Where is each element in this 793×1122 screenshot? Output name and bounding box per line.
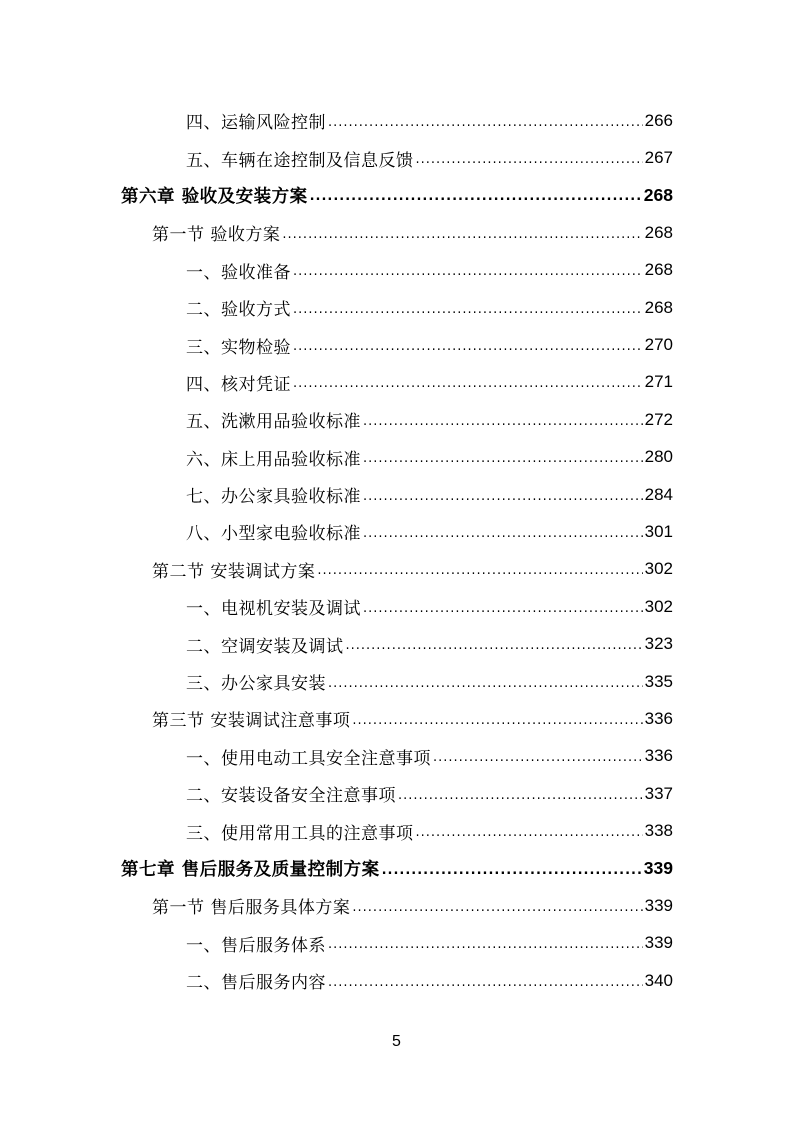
toc-entry-label: 一、验收准备 (186, 262, 291, 283)
toc-entry-page: 284 (644, 484, 673, 504)
toc-entry-page: 337 (644, 783, 673, 803)
toc-entry-page: 270 (644, 335, 673, 355)
toc-entry-label: 第三节 安装调试注意事项 (152, 711, 351, 732)
toc-entry-page: 339 (643, 858, 673, 878)
toc-entry-page: 339 (644, 895, 673, 915)
toc-entry-label: 一、售后服务体系 (186, 935, 326, 956)
toc-entry-label: 一、电视机安装及调试 (186, 599, 361, 620)
toc-entry-label: 六、床上用品验收标准 (186, 449, 361, 470)
toc-entry-label: 二、售后服务内容 (186, 973, 326, 994)
toc-entry-page: 268 (644, 222, 673, 242)
toc-dot-leader (293, 336, 643, 354)
toc-subsection-entry[interactable] (0, 588, 793, 625)
toc-entry-label: 一、使用电动工具安全注意事项 (186, 748, 431, 769)
toc-dot-leader (352, 897, 642, 915)
toc-subsection-entry[interactable] (0, 401, 793, 438)
toc-entry-page: 267 (644, 148, 673, 168)
toc-entry-page: 268 (644, 260, 673, 280)
toc-entry-label: 第六章 验收及安装方案 (121, 186, 308, 207)
page-number: 5 (392, 1033, 401, 1050)
toc-section-entry[interactable] (0, 700, 793, 737)
toc-subsection-entry[interactable] (0, 439, 793, 476)
toc-entry-page: 340 (644, 970, 673, 990)
toc-subsection-entry[interactable] (0, 513, 793, 550)
toc-subsection-entry[interactable] (0, 925, 793, 962)
toc-entry-page: 271 (644, 372, 673, 392)
toc-subsection-entry[interactable] (0, 326, 793, 363)
toc-dot-leader (363, 411, 643, 429)
toc-entry-label: 五、洗漱用品验收标准 (186, 412, 361, 433)
toc-dot-leader (293, 261, 643, 279)
toc-entry-label: 三、使用常用工具的注意事项 (186, 823, 414, 844)
toc-dot-leader (352, 710, 642, 728)
toc-entry-label: 五、车辆在途控制及信息反馈 (186, 150, 414, 171)
toc-entry-page: 272 (644, 409, 673, 429)
toc-subsection-entry[interactable] (0, 252, 793, 289)
toc-subsection-entry[interactable] (0, 289, 793, 326)
toc-entry-page: 268 (644, 297, 673, 317)
toc-subsection-entry[interactable] (0, 364, 793, 401)
toc-dot-leader (328, 972, 643, 990)
toc-entry-label: 三、办公家具安装 (186, 674, 326, 695)
toc-entry-label: 三、实物检验 (186, 337, 291, 358)
toc-dot-leader (346, 635, 643, 653)
toc-entry-label: 四、运输风险控制 (186, 113, 326, 134)
toc-dot-leader (433, 747, 643, 765)
toc-entry-page: 338 (644, 821, 673, 841)
toc-entry-page: 266 (644, 110, 673, 130)
toc-dot-leader (328, 673, 643, 691)
toc-dot-leader (293, 299, 643, 317)
toc-dot-leader (328, 934, 643, 952)
toc-entry-label: 第二节 安装调试方案 (152, 561, 316, 582)
toc-dot-leader (363, 448, 643, 466)
toc-subsection-entry[interactable] (0, 663, 793, 700)
toc-entry-page: 339 (644, 933, 673, 953)
toc-subsection-entry[interactable] (0, 139, 793, 176)
toc-entry-page: 302 (644, 596, 673, 616)
toc-subsection-entry[interactable] (0, 775, 793, 812)
toc-entry-page: 336 (644, 746, 673, 766)
toc-entry-page: 335 (644, 671, 673, 691)
toc-entry-label: 第一节 验收方案 (152, 225, 281, 246)
toc-dot-leader (416, 149, 643, 167)
toc-subsection-entry[interactable] (0, 962, 793, 999)
toc-entry-label: 七、办公家具验收标准 (186, 487, 361, 508)
toc-entry-label: 二、空调安装及调试 (186, 636, 344, 657)
toc-dot-leader (310, 186, 642, 204)
toc-subsection-entry[interactable] (0, 102, 793, 139)
toc-subsection-entry[interactable] (0, 812, 793, 849)
toc-entry-page: 336 (644, 708, 673, 728)
toc-entry-label: 第七章 售后服务及质量控制方案 (121, 860, 380, 880)
toc-chapter-entry[interactable] (0, 850, 793, 887)
toc-dot-leader (416, 822, 643, 840)
toc-entry-page: 268 (643, 184, 673, 205)
toc-entry-page: 301 (644, 521, 673, 541)
toc-section-entry[interactable] (0, 887, 793, 924)
toc-entry-page: 302 (644, 559, 673, 579)
toc-dot-leader (363, 598, 643, 616)
toc-subsection-entry[interactable] (0, 738, 793, 775)
toc-entry-label: 第一节 售后服务具体方案 (152, 898, 351, 919)
toc-section-entry[interactable] (0, 214, 793, 251)
toc-subsection-entry[interactable] (0, 625, 793, 662)
toc-dot-leader (293, 373, 643, 391)
toc-entry-label: 二、验收方式 (186, 300, 291, 321)
toc-entry-label: 二、安装设备安全注意事项 (186, 786, 396, 807)
toc-dot-leader (398, 785, 643, 803)
toc-dot-leader (282, 224, 642, 242)
toc-dot-leader (317, 560, 642, 578)
toc-dot-leader (363, 486, 643, 504)
toc-entry-label: 四、核对凭证 (186, 374, 291, 395)
toc-entry-page: 280 (644, 447, 673, 467)
toc-dot-leader (363, 523, 643, 541)
toc-dot-leader (328, 112, 643, 130)
toc-section-entry[interactable] (0, 551, 793, 588)
toc-entry-label: 八、小型家电验收标准 (186, 524, 361, 545)
toc-dot-leader (382, 860, 642, 878)
toc-chapter-entry[interactable] (0, 177, 793, 214)
table-of-contents (0, 102, 793, 999)
toc-entry-page: 323 (644, 634, 673, 654)
toc-subsection-entry[interactable] (0, 476, 793, 513)
